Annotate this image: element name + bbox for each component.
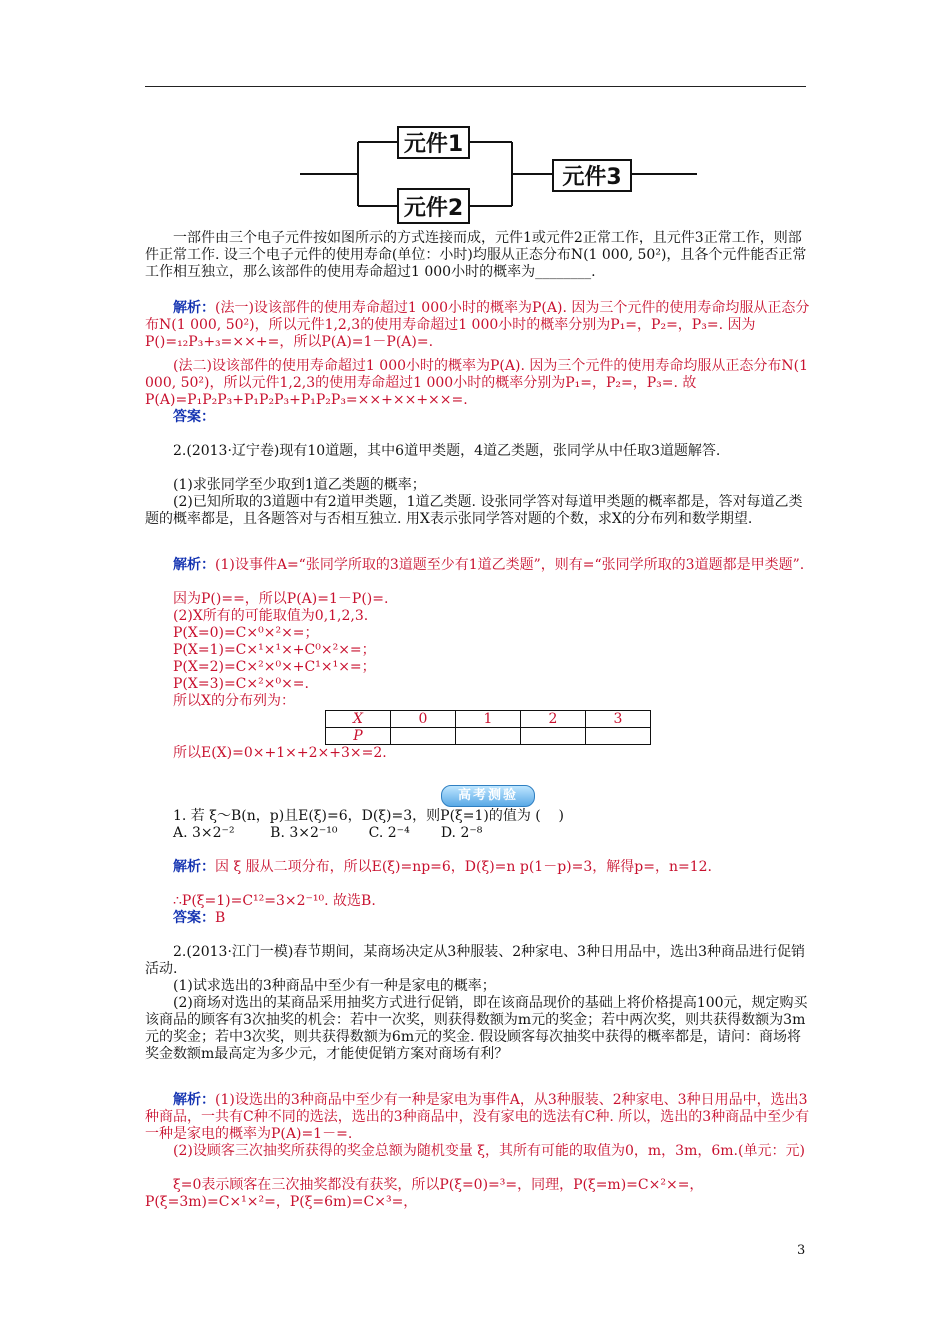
table-cell: X: [326, 711, 391, 728]
table-cell: 3: [586, 711, 651, 728]
q2-a4: P(X=0)=C×⁰×²×=；: [173, 625, 319, 641]
q2-analysis-label: 解析：: [173, 557, 215, 573]
q2-a7: P(X=3)=C×²×⁰×=.: [173, 676, 309, 692]
t1-analysis-2: ∴P(ξ=1)=C¹²=3×2⁻¹⁰. 故选B.: [173, 893, 376, 909]
q1-analysis-1: [145, 300, 810, 351]
table-cell: [456, 728, 521, 745]
t1-analysis-text: 因 ξ 服从二项分布，所以E(ξ)=np=6，D(ξ)=n p(1－p)=3，解得p=，n=12.: [215, 859, 712, 875]
component-2-box: [397, 188, 470, 224]
table-cell: P: [326, 728, 391, 745]
distribution-table: [325, 710, 651, 745]
q1-answer: [145, 409, 810, 426]
t2-stem: 2.(2013·江门一模)春节期间，某商场决定从3种服装、2种家电、3种日用品中，选出3种商品进行促销活动.: [145, 944, 805, 977]
table-row: [326, 711, 651, 728]
table-cell: 0: [391, 711, 456, 728]
component-3-label: 元件3: [562, 165, 622, 190]
q1-analysis-2: (法二)设该部件的使用寿命超过1 000小时的概率为P(A). 因为三个元件的使用寿命均服从正态分布N(1 000, 50²)，所以元件1,2,3的使用寿命超过1 000小时的概率分别为P₁=，P₂=，P₃=. 故P(A)=P₁P₂P₃+P₁P₂P₃+P₁P₂P₃=××+××+××=.: [145, 358, 813, 408]
component-1-box: [397, 126, 470, 159]
table-row: [326, 728, 651, 745]
table-cell: 1: [456, 711, 521, 728]
q1-answer-label: 答案：: [173, 409, 215, 425]
t1-analysis: [145, 859, 810, 876]
q2-a1-text: (1)设事件A=“张同学所取的3道题至少有1道乙类题”，则有=“张同学所取的3道题都是甲类题”.: [215, 557, 805, 573]
q2-a6: P(X=2)=C×²×⁰×+C¹×¹×=；: [173, 659, 376, 675]
t2-analysis-label: 解析：: [173, 1092, 215, 1108]
q2-a2: 因为P()==，所以P(A)=1－P()=.: [173, 591, 389, 607]
component-3-box: [552, 159, 632, 192]
q1-analysis-text-1: (法一)设该部件的使用寿命超过1 000小时的概率为P(A). 因为三个元件的使用寿命均服从正态分布N(1 000, 50²)，所以元件1,2,3的使用寿命超过1 000小时的概率分别为P₁=，P₂=，P₃=. 因为P()=₁₂P₃+₃=××+=，所以P(A)=1－P(A)=.: [145, 300, 810, 350]
q2-part1: (1)求张同学至少取到1道乙类题的概率；: [173, 477, 426, 493]
circuit-wires: [300, 118, 720, 228]
q2-a5: P(X=1)=C×¹×¹×+C⁰×²×=；: [173, 642, 376, 658]
q2-a8: 所以X的分布列为：: [173, 693, 295, 709]
t2-a3: ξ=0表示顾客在三次抽奖都没有获奖，所以P(ξ=0)=³=，同理，P(ξ=m)=C×²×=，P(ξ=3m)=C×¹×²=，P(ξ=6m)=C×³=，: [145, 1177, 704, 1210]
t1-answer: [145, 910, 810, 927]
t1-answer-label: 答案：: [173, 910, 215, 926]
t1-stem: 1. 若 ξ～B(n，p)且E(ξ)=6，D(ξ)=3，则P(ξ=1)的值为 ( ): [173, 808, 565, 824]
exam-test-badge: 高考测验: [441, 785, 535, 807]
t2-analysis-a1: [145, 1092, 810, 1143]
q2-a3: (2)X所有的可能取值为0,1,2,3.: [173, 608, 369, 624]
page-number: 3: [797, 1243, 806, 1258]
component-1-label: 元件1: [403, 132, 464, 157]
q2-stem: 2.(2013·辽宁卷)现有10道题，其中6道甲类题，4道乙类题，张同学从中任取3道题解答.: [173, 443, 721, 459]
component-2-label: 元件2: [403, 195, 464, 221]
t2-part2: (2)商场对选出的某商品采用抽奖方式进行促销，即在该商品现价的基础上将价格提高100元，规定购买该商品的顾客有3次抽奖的机会：若中一次奖，则获得数额为m元的奖金；若中两次奖，则共获得数额为3m元的奖金；若中3次奖，则共获得数额为6m元的奖金. 假设顾客每次抽奖中获得的概率都是，请问：商场将奖金数额m最高定为多少元，才能使促销方案对商场有利？: [145, 995, 808, 1062]
table-cell: 2: [521, 711, 586, 728]
q2-a9: 所以E(X)=0×+1×+2×+3×=2.: [173, 745, 387, 761]
table-cell: [521, 728, 586, 745]
t2-a1-text: (1)设选出的3种商品中至少有一种是家电为事件A，从3种服装、2种家电、3种日用品中，选出3种商品，一共有C种不同的选法，选出的3种商品中，没有家电的选法有C种. 所以，选出的3种商品中至少有一种是家电的概率为P(A)=1－=.: [145, 1092, 810, 1142]
t1-answer-value: B: [215, 910, 226, 926]
q2-analysis-a1: [145, 557, 810, 574]
t1-options: A. 3×2⁻² B. 3×2⁻¹⁰ C. 2⁻⁴ D. 2⁻⁸: [173, 825, 483, 841]
q1-analysis-label: 解析：: [173, 300, 215, 316]
table-cell: [391, 728, 456, 745]
header-rule: [145, 86, 806, 87]
t1-analysis-label: 解析：: [173, 859, 215, 875]
q2-part2: (2)已知所取的3道题中有2道甲类题，1道乙类题. 设张同学答对每道甲类题的概率都是，答对每道乙类题的概率都是，且各题答对与否相互独立. 用X表示张同学答对题的个数，求X的分布列和数学期望.: [145, 494, 803, 527]
t2-a2: (2)设顾客三次抽奖所获得的奖金总额为随机变量 ξ，其所有可能的取值为0，m，3m，6m.(单元：元): [173, 1143, 805, 1159]
q1-stem: 一部件由三个电子元件按如图所示的方式连接而成，元件1或元件2正常工作，且元件3正常工作，则部件正常工作. 设三个电子元件的使用寿命(单位：小时)均服从正态分布N(1 000, 50²)，且各个元件能否正常工作相互独立，那么该部件的使用寿命超过1 000小时的概率为________.: [145, 230, 807, 280]
table-cell: [586, 728, 651, 745]
t2-part1: (1)试求选出的3种商品中至少有一种是家电的概率；: [173, 978, 496, 994]
